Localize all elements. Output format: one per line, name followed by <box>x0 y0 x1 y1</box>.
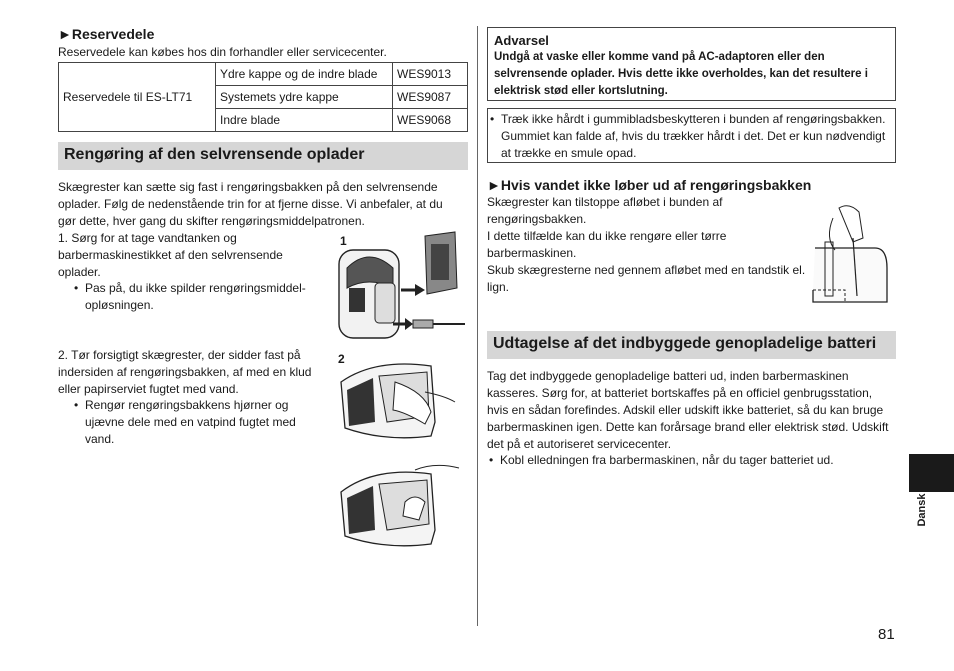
table-row <box>59 63 468 86</box>
note-list <box>488 111 891 162</box>
drain-heading: ►Hvis vandet ikke løber ud af rengøringsbakken <box>487 177 812 193</box>
figure-2-label: 2 <box>338 352 345 366</box>
list-item: • Rengør rengøringsbakkens hjørner og ujævne dele med en vatpind fugtet med vand. <box>72 397 317 448</box>
spare-parts-table <box>58 62 468 132</box>
step-2-text: 2. Tør forsigtigt skægrester, der sidder fast på indersiden af rengøringsbakken, af med en klud eller papirserviet fugtet med vand. <box>58 348 312 396</box>
battery-text: Tag det indbyggede genopladelige batteri ud, inden barbermaskinen kasseres. Sørg for, at batteriet bortskaffes på en officiel genbrugsstation, hvis en sådan forefindes. Adskil eller udskift ikke batteriet, så du kan bruge barbermaskinen igen. Dette kan forårsage brand eller elektrisk stød. Udskift det på et autoriseret servicecenter. <box>487 369 889 451</box>
step-1-text: 1. Sørg for at tage vandtanken og barbermaskinestikket af den selvrensende oplader. <box>58 231 283 279</box>
drain-paragraph-2: I dette tilfælde kan du ikke rengøre eller tørre barbermaskinen. <box>487 229 727 260</box>
battery-section-heading: Udtagelse af det indbyggede genopladelige batteri <box>487 331 896 359</box>
cleaning-intro: Skægrester kan sætte sig fast i rengøringsbakken på den selvrensende oplader. Følg de nedenstående trin for at fjerne disse. Vi anbefaler, at du gør dette, hver gang du skifter rengøringsmiddelpatronen. <box>58 180 443 228</box>
cleaning-section-heading: Rengøring af den selvrensende oplader <box>58 142 468 170</box>
warning-box <box>487 27 896 101</box>
step-1-bullets <box>72 280 317 314</box>
column-divider <box>477 26 478 626</box>
table-cell-part: Ydre kappe og de indre blade <box>216 63 393 86</box>
table-cell-code: WES9013 <box>393 63 468 86</box>
tray-wipe-illustration <box>335 352 465 552</box>
drain-paragraph-1: Skægrester kan tilstoppe afløbet i bunden af rengøringsbakken. <box>487 195 723 226</box>
language-tab-label: Dansk <box>916 493 928 527</box>
spare-parts-heading: ►Reservedele <box>58 26 155 42</box>
table-cell-code: WES9068 <box>393 109 468 132</box>
charger-detach-illustration <box>335 228 470 343</box>
step-2-bullets <box>72 397 317 448</box>
list-item: • Træk ikke hårdt i gummibladsbeskytteren i bunden af rengøringsbakken. Gummiet kan falde af, hvis du trækker hårdt i det. Det er kun nødvendigt at trække en smule opad. <box>488 111 891 162</box>
battery-bullets <box>487 452 892 469</box>
list-item: • Pas på, du ikke spilder rengøringsmiddel-opløsningen. <box>72 280 317 314</box>
table-cell-part: Systemets ydre kappe <box>216 86 393 109</box>
toothpick-drain-illustration <box>805 198 891 308</box>
table-cell-code: WES9087 <box>393 86 468 109</box>
language-tab-marker <box>909 454 954 492</box>
note-box <box>487 108 896 163</box>
drain-text <box>487 194 807 296</box>
table-group-label: Reservedele til ES-LT71 <box>59 63 216 132</box>
warning-title: Advarsel <box>494 33 549 48</box>
drain-paragraph-3: Skub skægresterne ned gennem afløbet med en tandstik el. lign. <box>487 263 806 294</box>
table-cell-part: Indre blade <box>216 109 393 132</box>
figure-1-label: 1 <box>340 234 347 248</box>
warning-text: Undgå at vaske eller komme vand på AC-adaptoren eller den selvrensende oplader. Hvis dette ikke overholdes, kan det resultere i elektrisk stød eller kortslutning. <box>494 51 868 97</box>
list-item: • Kobl elledningen fra barbermaskinen, når du tager batteriet ud. <box>487 452 892 469</box>
page-number: 81 <box>878 626 895 643</box>
spare-parts-intro: Reservedele kan købes hos din forhandler eller servicecenter. <box>58 45 387 59</box>
